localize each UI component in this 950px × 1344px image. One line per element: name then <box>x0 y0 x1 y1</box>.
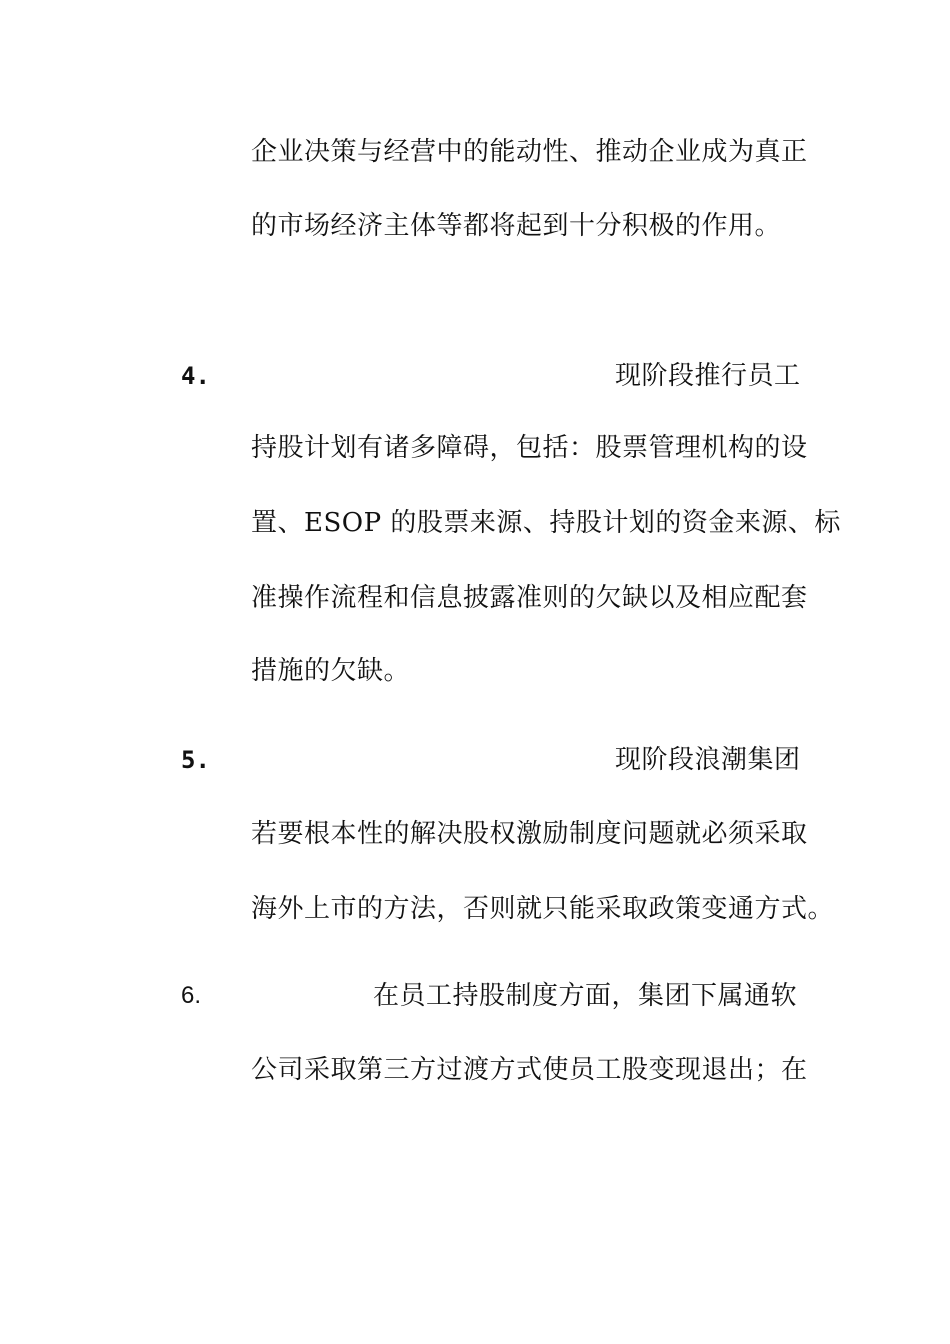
item-4-line-1: 持股计划有诸多障碍，包括：股票管理机构的设 <box>251 433 808 463</box>
item-6-lead: 在员工持股制度方面，集团下属通软 <box>373 981 798 1011</box>
item-5-line-2: 海外上市的方法，否则就只能采取政策变通方式。 <box>251 894 835 924</box>
item-5-number: 5. <box>181 746 210 774</box>
item-4-line-3: 准操作流程和信息披露准则的欠缺以及相应配套 <box>251 583 808 613</box>
item-6-line-1: 公司采取第三方过渡方式使员工股变现退出；在 <box>251 1055 808 1085</box>
item-4-line-2: 置、ESOP 的股票来源、持股计划的资金来源、标 <box>251 508 841 538</box>
paragraph-3-line-1: 企业决策与经营中的能动性、推动企业成为真正 <box>251 137 808 167</box>
item-4-lead: 现阶段推行员工 <box>615 361 801 391</box>
paragraph-3-line-2: 的市场经济主体等都将起到十分积极的作用。 <box>251 211 782 241</box>
item-4-number: 4. <box>181 362 210 390</box>
item-4-line-4: 措施的欠缺。 <box>251 656 411 686</box>
item-5-line-1: 若要根本性的解决股权激励制度问题就必须采取 <box>251 819 808 849</box>
item-5-lead: 现阶段浪潮集团 <box>615 745 801 775</box>
item-6-number: 6. <box>181 982 202 1009</box>
